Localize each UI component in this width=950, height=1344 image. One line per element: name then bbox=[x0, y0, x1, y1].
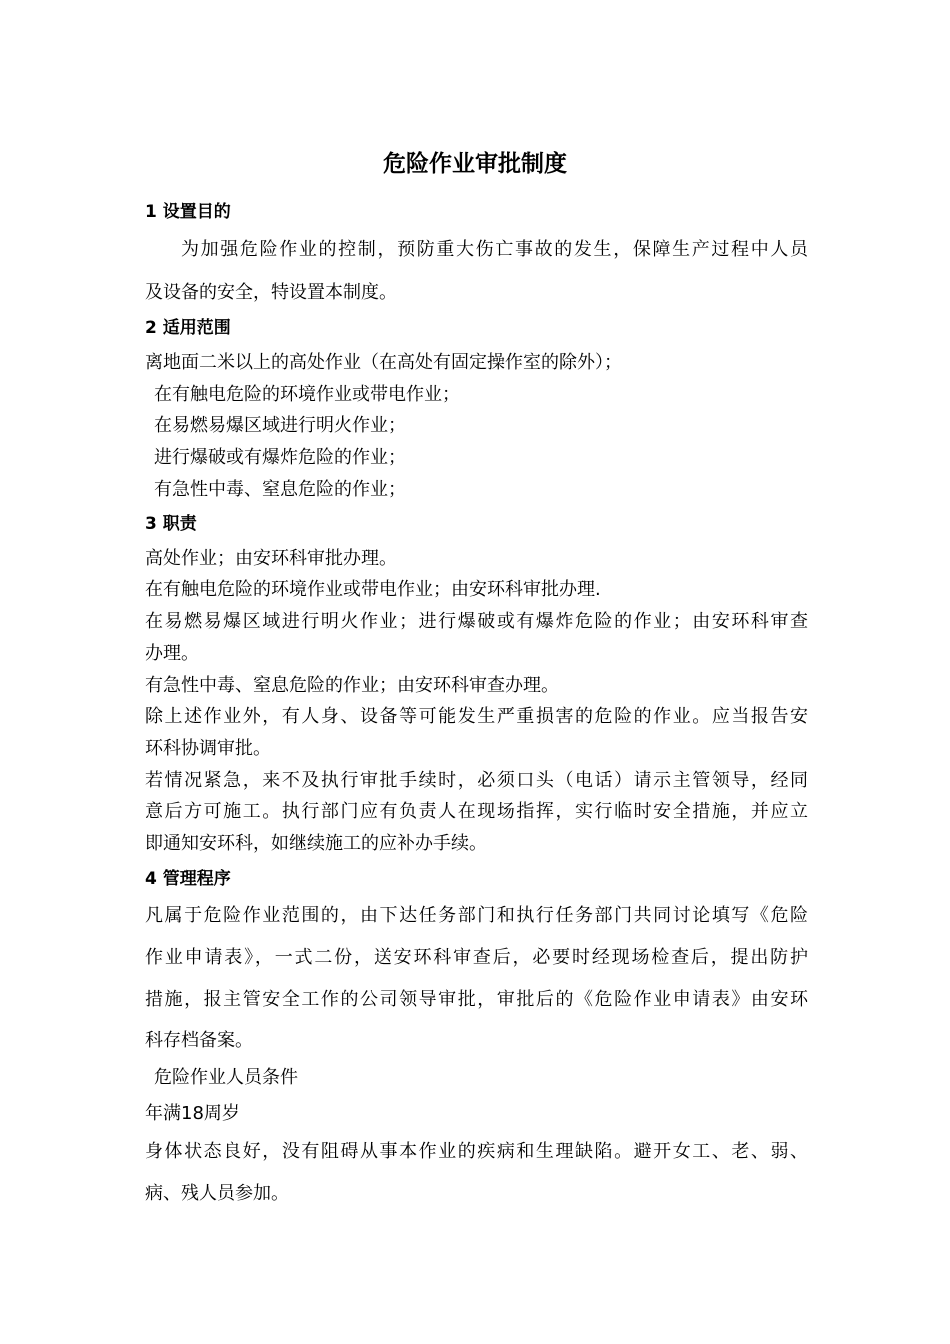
personnel-heading: 危险作业人员条件 bbox=[154, 1067, 298, 1088]
scope-item: 在易燃易爆区域进行明火作业； bbox=[154, 415, 406, 436]
duty-line: 在易燃易爆区域进行明火作业；进行爆破或有爆炸危险的作业；由安环科审查 bbox=[145, 611, 808, 632]
section-heading-scope: 2 适用范围 bbox=[145, 318, 231, 338]
duty-line: 有急性中毒、窒息危险的作业；由安环科审查办理。 bbox=[145, 675, 559, 696]
procedure-line: 科存档备案。 bbox=[145, 1030, 253, 1051]
duty-line: 除上述作业外，有人身、设备等可能发生严重损害的危险的作业。应当报告安 bbox=[145, 706, 808, 727]
procedure-line: 措施，报主管安全工作的公司领导审批，审批后的《危险作业申请表》由安环 bbox=[145, 989, 808, 1010]
personnel-line: 年满18周岁 bbox=[145, 1103, 240, 1124]
scope-item: 进行爆破或有爆炸危险的作业； bbox=[154, 447, 406, 468]
duty-line: 即通知安环科，如继续施工的应补办手续。 bbox=[145, 833, 487, 854]
purpose-text-line-2: 及设备的安全，特设置本制度。 bbox=[145, 282, 397, 303]
duty-line: 环科协调审批。 bbox=[145, 738, 271, 759]
personnel-line: 身体状态良好，没有阻碍从事本作业的疾病和生理缺陷。避开女工、老、弱、 bbox=[145, 1141, 808, 1162]
duty-line: 若情况紧急，来不及执行审批手续时，必须口头（电话）请示主管领导，经同 bbox=[145, 770, 808, 791]
purpose-text-line-1: 为加强危险作业的控制，预防重大伤亡事故的发生，保障生产过程中人员 bbox=[181, 239, 808, 260]
section-heading-duties: 3 职责 bbox=[145, 514, 197, 534]
scope-item: 在有触电危险的环境作业或带电作业； bbox=[154, 384, 460, 405]
duty-line: 在有触电危险的环境作业或带电作业；由安环科审批办理. bbox=[145, 579, 601, 600]
scope-item: 离地面二米以上的高处作业（在高处有固定操作室的除外）； bbox=[145, 352, 622, 373]
section-heading-purpose: 1 设置目的 bbox=[145, 202, 231, 222]
document-title: 危险作业审批制度 bbox=[383, 151, 567, 177]
section-heading-procedure: 4 管理程序 bbox=[145, 869, 231, 889]
duty-line: 高处作业；由安环科审批办理。 bbox=[145, 548, 397, 569]
procedure-line: 作业申请表》，一式二份，送安环科审查后，必要时经现场检查后，提出防护 bbox=[145, 947, 808, 968]
procedure-line: 凡属于危险作业范围的，由下达任务部门和执行任务部门共同讨论填写《危险 bbox=[145, 905, 808, 926]
scope-item: 有急性中毒、窒息危险的作业； bbox=[154, 479, 406, 500]
personnel-line: 病、残人员参加。 bbox=[145, 1183, 289, 1204]
duty-line: 意后方可施工。执行部门应有负责人在现场指挥，实行临时安全措施，并应立 bbox=[145, 801, 808, 822]
duty-line: 办理。 bbox=[145, 643, 199, 664]
